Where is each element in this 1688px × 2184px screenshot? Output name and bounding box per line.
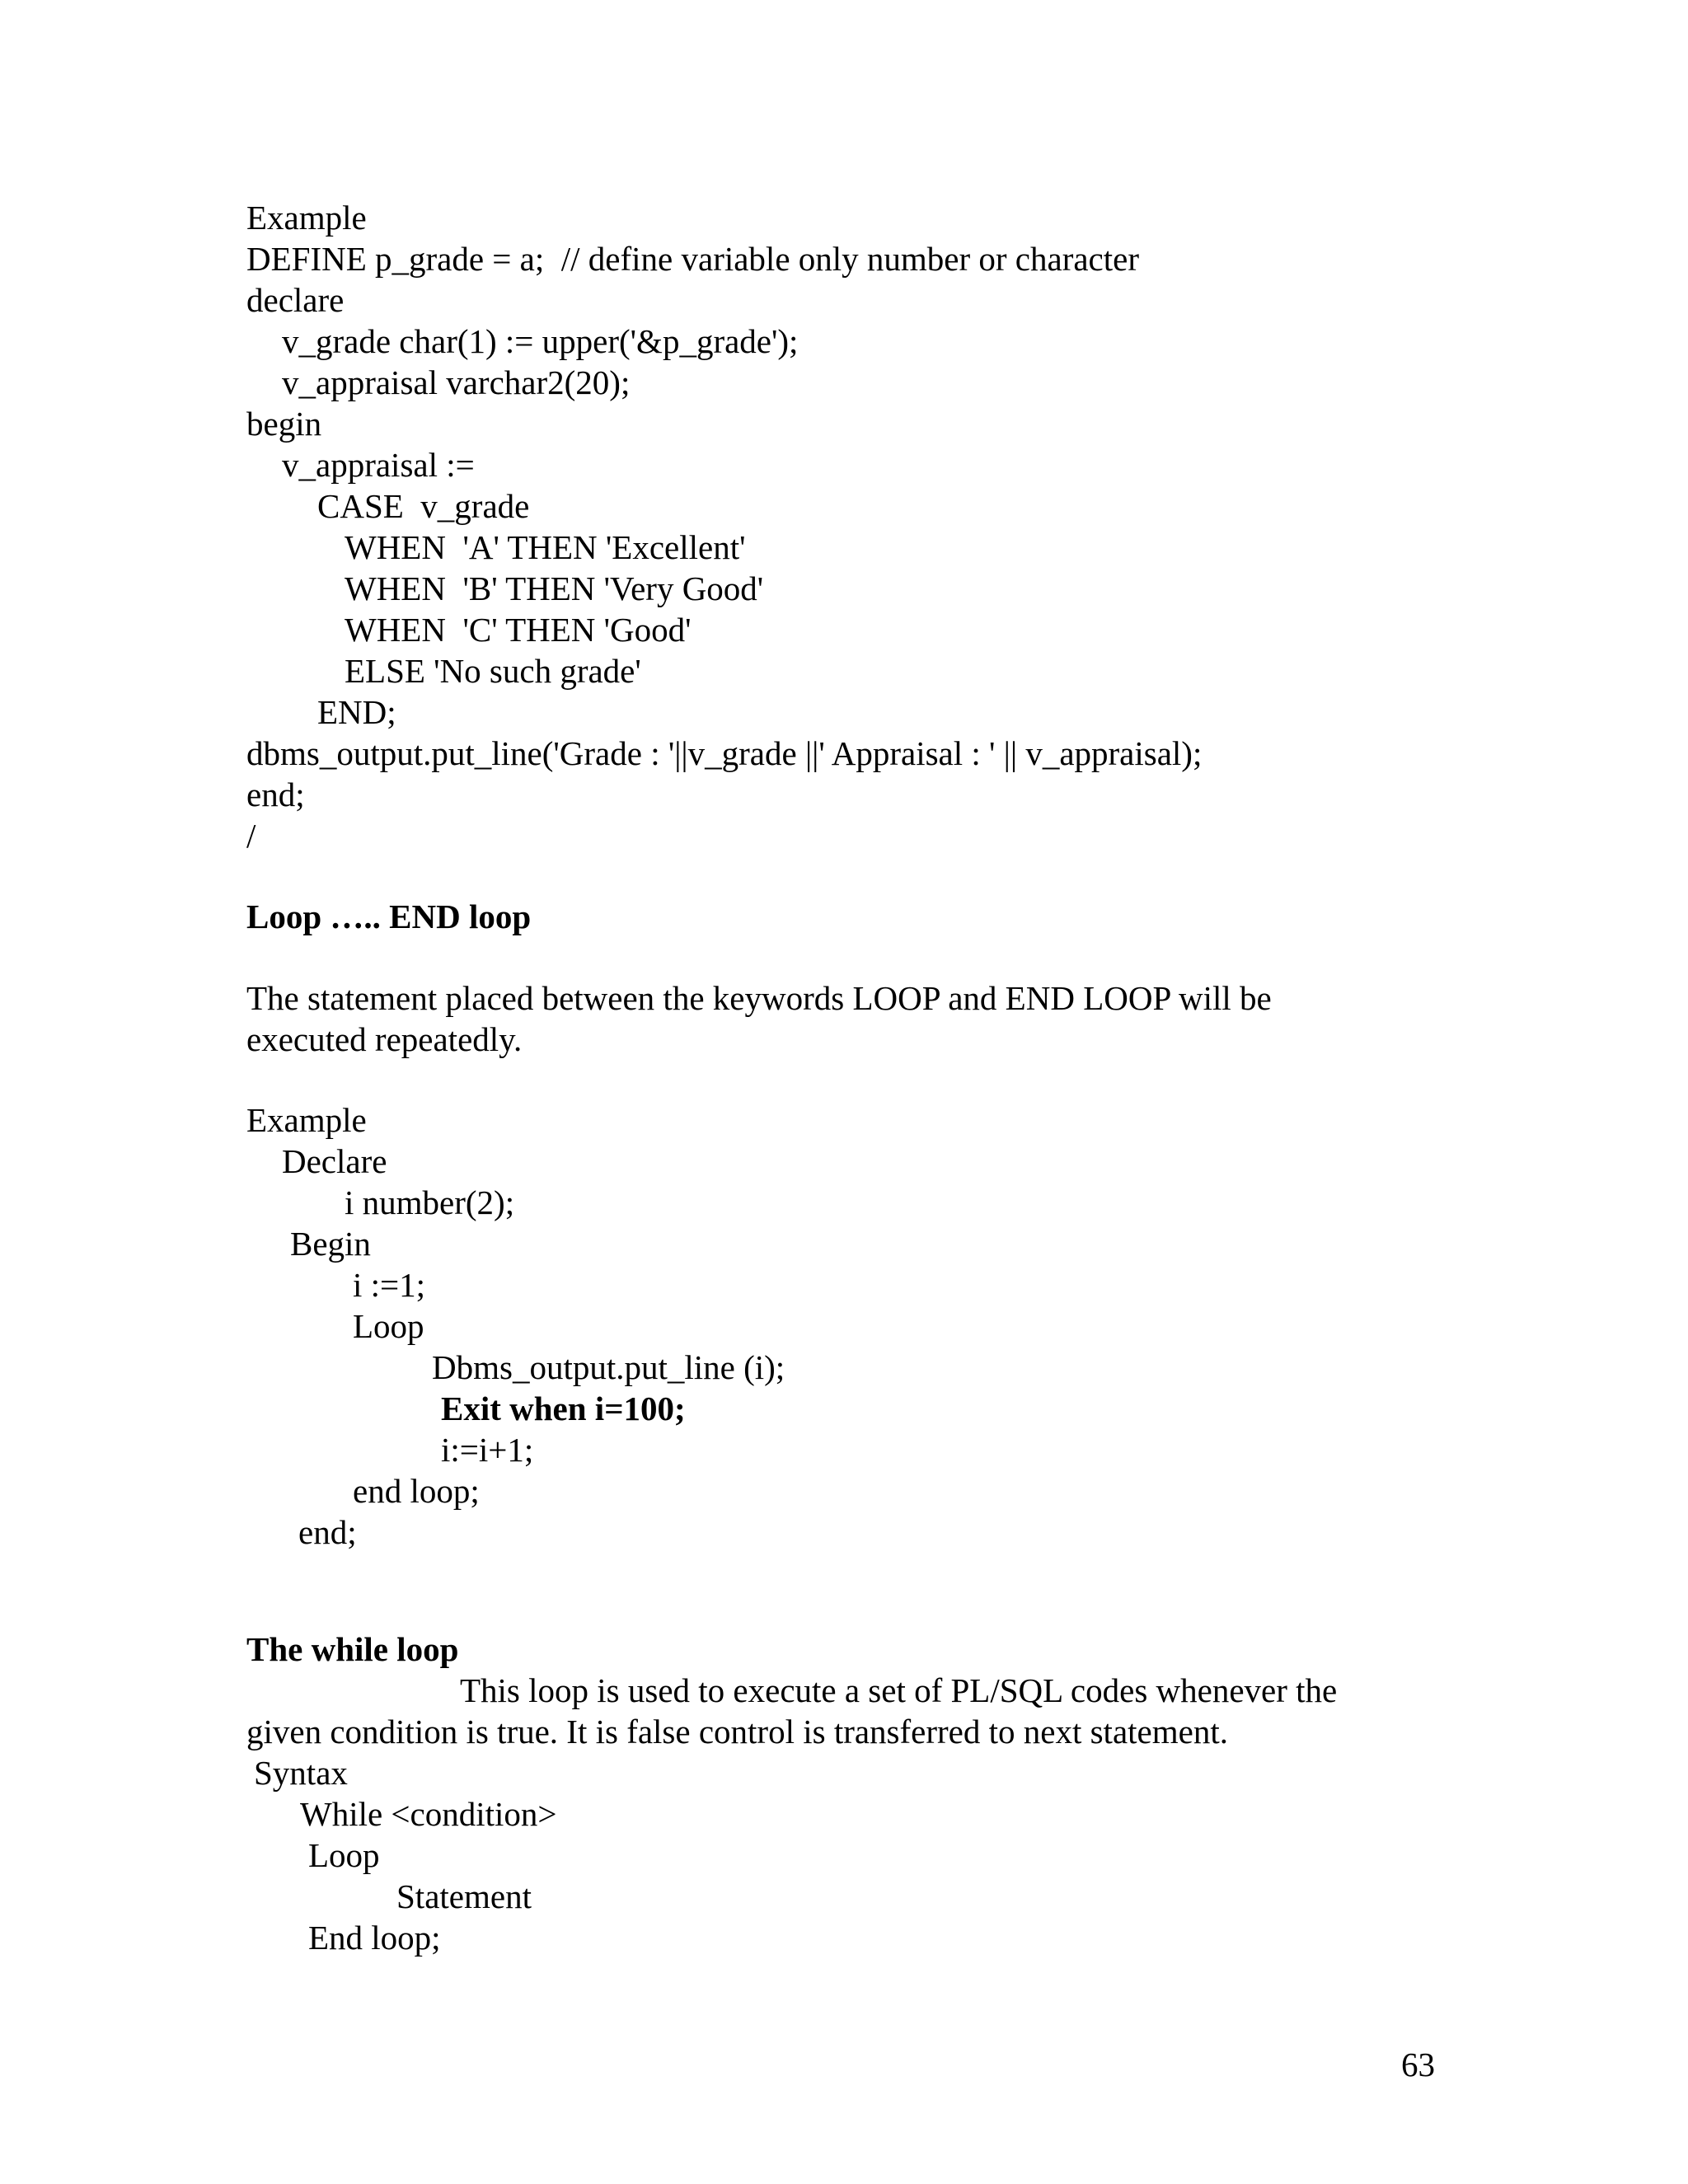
syntax-line: While <condition> <box>300 1795 557 1833</box>
code-line: Loop <box>353 1307 424 1345</box>
code-line: END; <box>317 693 396 731</box>
code-line: end; <box>298 1513 357 1551</box>
syntax-heading: Syntax <box>254 1754 348 1792</box>
example-heading: Example <box>246 1101 367 1139</box>
code-line: Begin <box>290 1225 371 1263</box>
syntax-line: End loop; <box>308 1919 441 1957</box>
code-line: Declare <box>282 1142 387 1180</box>
code-line: / <box>246 817 256 855</box>
code-line: v_appraisal := <box>282 446 475 484</box>
code-line: declare <box>246 281 345 319</box>
section-title-while: The while loop <box>246 1630 459 1668</box>
syntax-line: Statement <box>396 1877 532 1915</box>
code-line: WHEN 'B' THEN 'Very Good' <box>345 569 764 607</box>
code-line: WHEN 'C' THEN 'Good' <box>345 611 692 649</box>
code-line: v_grade char(1) := upper('&p_grade'); <box>282 322 799 360</box>
paragraph-line: This loop is used to execute a set of PL/SQL codes whenever the <box>460 1671 1338 1709</box>
paragraph-line: The statement placed between the keywords LOOP and END LOOP will be <box>246 979 1272 1017</box>
code-line-bold: Exit when i=100; <box>441 1390 686 1427</box>
page-number: 63 <box>1401 2046 1435 2083</box>
code-line: i :=1; <box>353 1266 426 1304</box>
section-title-loop: Loop ….. END loop <box>246 898 532 935</box>
code-line: v_appraisal varchar2(20); <box>282 363 631 401</box>
example-heading: Example <box>246 199 367 237</box>
code-line: Dbms_output.put_line (i); <box>432 1348 785 1386</box>
syntax-line: Loop <box>308 1836 380 1874</box>
paragraph-line: given condition is true. It is false control is transferred to next statement. <box>246 1713 1228 1750</box>
code-line: end; <box>246 776 305 813</box>
code-line: ELSE 'No such grade' <box>345 652 641 690</box>
code-line: i number(2); <box>345 1183 515 1221</box>
code-line: WHEN 'A' THEN 'Excellent' <box>345 528 746 566</box>
code-line: end loop; <box>353 1472 480 1510</box>
code-line: dbms_output.put_line('Grade : '||v_grade ||' Appraisal : ' || v_appraisal); <box>246 734 1203 772</box>
code-line: CASE v_grade <box>317 487 530 525</box>
code-line: begin <box>246 405 322 443</box>
code-line: i:=i+1; <box>441 1431 534 1469</box>
paragraph-line: executed repeatedly. <box>246 1020 523 1058</box>
code-line: DEFINE p_grade = a; // define variable only number or character <box>246 240 1139 278</box>
